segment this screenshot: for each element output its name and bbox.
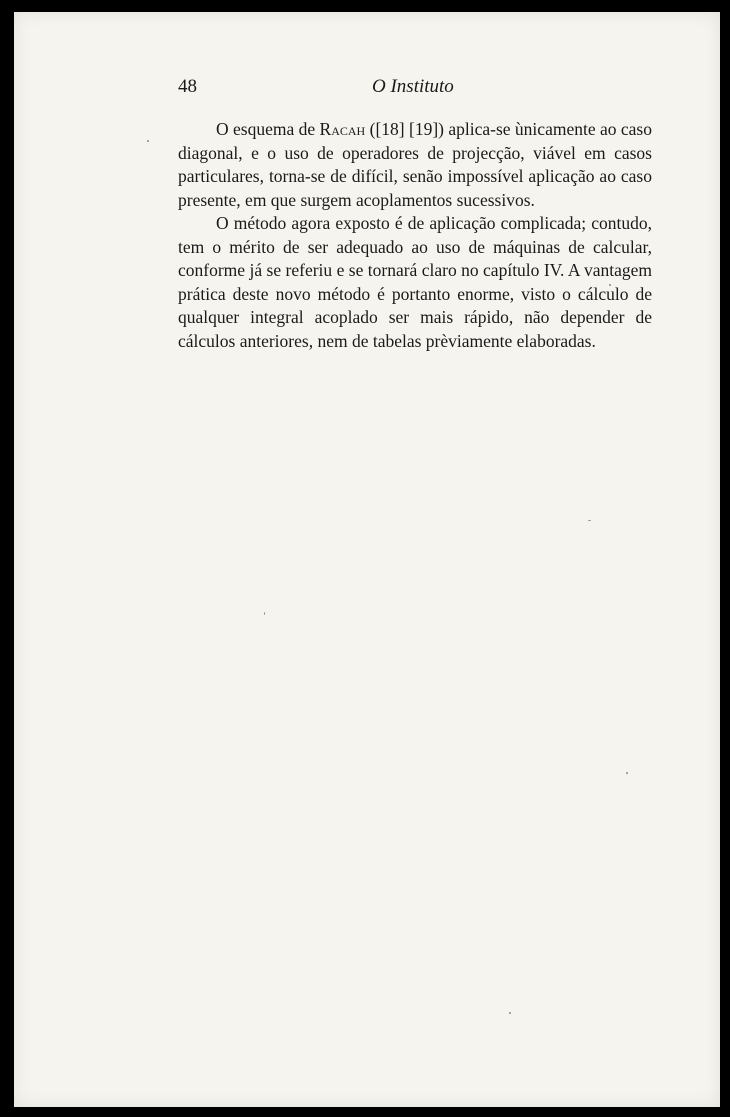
scan-speck <box>509 1012 511 1014</box>
scan-speck <box>626 772 628 774</box>
paragraph-2: O método agora exposto é de aplicação complicada; contudo, tem o mérito de ser adequado ao uso de máquinas de calcular, conforme já se referiu e se tornará claro no capítulo IV. A vantagem prática deste novo método é portanto enorme, visto o cálculo de qualquer integral acoplado ser mais rápido, não depender de cálculos anteriores, nem de tabelas prèviamente elaboradas. <box>178 213 652 351</box>
scan-speck <box>264 612 265 615</box>
paragraph-1-lead: O esquema de <box>216 119 320 139</box>
paragraph-1 <box>178 118 652 212</box>
paragraph-1-rest: ([18] [19]) aplica-se ùnicamente ao caso diagonal, e o uso de operadores de projecção, viável em casos particulares, torna-se de difícil, senão impossível aplicação ao caso presente, em que surgem acoplamentos sucessivos. <box>178 119 652 210</box>
scan-speck <box>588 520 591 521</box>
body-text <box>178 118 652 353</box>
scan-speck <box>147 140 149 142</box>
page-header <box>178 76 652 102</box>
running-title: O Instituto <box>372 76 454 97</box>
author-name: Racah <box>319 119 366 139</box>
page-number: 48 <box>178 76 197 97</box>
